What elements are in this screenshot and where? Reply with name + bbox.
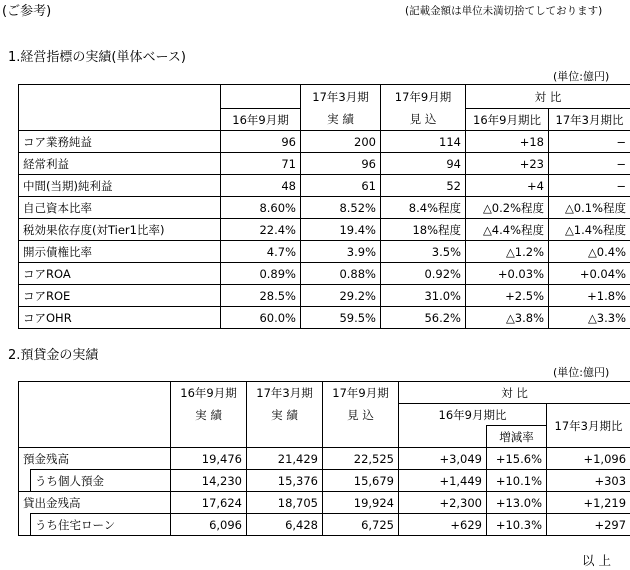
table-row: [19, 219, 630, 241]
cell-value: 19.4%: [301, 219, 381, 241]
cell-value: △0.1%程度: [549, 197, 630, 219]
header-fy17-3: 17年3月期: [301, 85, 381, 109]
deposits-loans-table: [18, 381, 630, 536]
table-row: [19, 492, 630, 514]
cell-value: △0.4%: [549, 241, 630, 263]
section1-unit: (単位:億円): [553, 70, 610, 83]
cell-value: 200: [301, 131, 381, 153]
cell-value: △1.4%程度: [549, 219, 630, 241]
cell-value: 56.2%: [381, 307, 466, 329]
table-row: [19, 307, 630, 329]
amount-note: (記載金額は単位未満切捨てしております): [405, 5, 603, 17]
section2-title: 2.預貸金の実績: [8, 348, 99, 363]
reference-label: (ご参考): [2, 4, 52, 19]
header-blank: [19, 85, 221, 109]
cell-value: 6,096: [171, 514, 247, 536]
cell-value: +0.03%: [466, 263, 549, 285]
cell-value: 22,525: [323, 448, 399, 470]
cell-value: 3.5%: [381, 241, 466, 263]
table-row: [19, 448, 630, 470]
cell-value: 4.7%: [221, 241, 301, 263]
header-blank: [19, 109, 221, 131]
header-actual: 実 績: [171, 404, 247, 426]
table-row: [19, 197, 630, 219]
header-actual: 実 績: [247, 404, 323, 426]
cell-value: 19,476: [171, 448, 247, 470]
row-label: コアROE: [19, 285, 221, 307]
management-indicators-table: [18, 84, 630, 329]
header-change-rate: 増減率: [487, 426, 547, 448]
cell-value: 15,376: [247, 470, 323, 492]
cell-value: +629: [399, 514, 487, 536]
header-fy16-9: 16年9月期: [171, 382, 247, 404]
row-label: 中間(当期)純利益: [19, 175, 221, 197]
cell-value: 21,429: [247, 448, 323, 470]
cell-value: 61: [301, 175, 381, 197]
section1-title: 1.経営指標の実績(単体ベース): [8, 50, 186, 65]
header-blank: [221, 85, 301, 109]
header-comparison: 対 比: [399, 382, 630, 404]
cell-value: −: [549, 175, 630, 197]
cell-value: 8.60%: [221, 197, 301, 219]
cell-value: 71: [221, 153, 301, 175]
table-row: [19, 514, 630, 536]
cell-value: 22.4%: [221, 219, 301, 241]
indent-cell: [19, 514, 31, 536]
row-label: うち個人預金: [31, 470, 171, 492]
header-actual: 実 績: [301, 109, 381, 131]
cell-value: 59.5%: [301, 307, 381, 329]
cell-value: 0.88%: [301, 263, 381, 285]
cell-value: −: [549, 153, 630, 175]
cell-value: 48: [221, 175, 301, 197]
cell-value: −: [549, 131, 630, 153]
row-label: コア業務純益: [19, 131, 221, 153]
cell-value: 0.92%: [381, 263, 466, 285]
cell-value: +297: [547, 514, 630, 536]
cell-value: +13.0%: [487, 492, 547, 514]
cell-value: +15.6%: [487, 448, 547, 470]
cell-value: △3.3%: [549, 307, 630, 329]
header-vs-fy17-3: 17年3月期比: [547, 404, 630, 448]
cell-value: 3.9%: [301, 241, 381, 263]
table-row: [19, 470, 630, 492]
header-forecast: 見 込: [381, 109, 466, 131]
cell-value: 18%程度: [381, 219, 466, 241]
cell-value: +18: [466, 131, 549, 153]
header-fy17-9: 17年9月期: [323, 382, 399, 404]
cell-value: +4: [466, 175, 549, 197]
cell-value: 6,725: [323, 514, 399, 536]
indent-cell: [19, 470, 31, 492]
header-fy16-9: 16年9月期: [221, 109, 301, 131]
cell-value: 0.89%: [221, 263, 301, 285]
header-blank: [19, 426, 171, 448]
cell-value: △1.2%: [466, 241, 549, 263]
header-blank: [247, 426, 323, 448]
cell-value: +10.1%: [487, 470, 547, 492]
end-mark: 以 上: [582, 553, 611, 568]
cell-value: +10.3%: [487, 514, 547, 536]
cell-value: △0.2%程度: [466, 197, 549, 219]
cell-value: 28.5%: [221, 285, 301, 307]
header-vs-fy16-9: 16年9月期比: [466, 109, 549, 131]
cell-value: 94: [381, 153, 466, 175]
table-row: [19, 263, 630, 285]
header-vs-fy17-3: 17年3月期比: [549, 109, 630, 131]
cell-value: 19,924: [323, 492, 399, 514]
cell-value: 8.52%: [301, 197, 381, 219]
header-comparison: 対 比: [466, 85, 630, 109]
cell-value: △3.8%: [466, 307, 549, 329]
cell-value: +3,049: [399, 448, 487, 470]
table-row: [19, 131, 630, 153]
table-row: [19, 285, 630, 307]
header-vs-fy16-9: 16年9月期比: [399, 404, 547, 426]
row-label: 預金残高: [19, 448, 171, 470]
cell-value: +1.8%: [549, 285, 630, 307]
header-fy17-3: 17年3月期: [247, 382, 323, 404]
cell-value: 14,230: [171, 470, 247, 492]
table-row: [19, 153, 630, 175]
row-label: コアOHR: [19, 307, 221, 329]
cell-value: +1,219: [547, 492, 630, 514]
cell-value: 114: [381, 131, 466, 153]
header-blank: [171, 426, 247, 448]
cell-value: 17,624: [171, 492, 247, 514]
cell-value: 52: [381, 175, 466, 197]
row-label: コアROA: [19, 263, 221, 285]
cell-value: +0.04%: [549, 263, 630, 285]
cell-value: 6,428: [247, 514, 323, 536]
row-label: 貸出金残高: [19, 492, 171, 514]
cell-value: 96: [301, 153, 381, 175]
header-fy17-9: 17年9月期: [381, 85, 466, 109]
cell-value: +1,449: [399, 470, 487, 492]
row-label: 税効果依存度(対Tier1比率): [19, 219, 221, 241]
cell-value: 15,679: [323, 470, 399, 492]
table-row: [19, 175, 630, 197]
cell-value: +1,096: [547, 448, 630, 470]
cell-value: +23: [466, 153, 549, 175]
cell-value: 8.4%程度: [381, 197, 466, 219]
cell-value: △4.4%程度: [466, 219, 549, 241]
cell-value: +2,300: [399, 492, 487, 514]
row-label: 経常利益: [19, 153, 221, 175]
header-blank: [399, 426, 487, 448]
cell-value: +303: [547, 470, 630, 492]
header-forecast: 見 込: [323, 404, 399, 426]
cell-value: 96: [221, 131, 301, 153]
row-label: 開示債権比率: [19, 241, 221, 263]
header-blank: [19, 404, 171, 426]
cell-value: 18,705: [247, 492, 323, 514]
section2-unit: (単位:億円): [553, 366, 610, 379]
cell-value: 60.0%: [221, 307, 301, 329]
row-label: うち住宅ローン: [31, 514, 171, 536]
header-blank: [19, 382, 171, 404]
cell-value: 29.2%: [301, 285, 381, 307]
header-blank: [323, 426, 399, 448]
cell-value: 31.0%: [381, 285, 466, 307]
row-label: 自己資本比率: [19, 197, 221, 219]
cell-value: +2.5%: [466, 285, 549, 307]
table-row: [19, 241, 630, 263]
